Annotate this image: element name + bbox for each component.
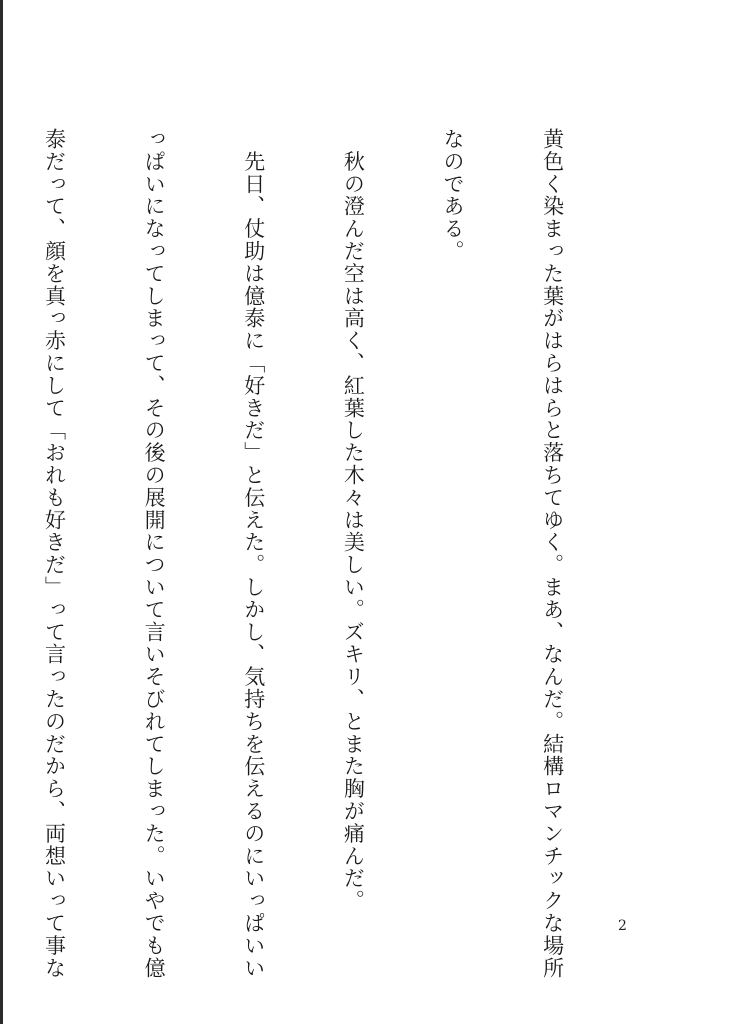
text-line: っぱいになってしまって、その後の展開について言いそびれてしまった。いやでも億	[142, 128, 167, 980]
page-number: 2	[618, 918, 627, 934]
vertical-text-body	[0, 128, 635, 980]
text-line: 先日、仗助は億泰に「好きだ」と伝えた。しかし、気持ちを伝えるのにいっぱいい	[241, 128, 266, 980]
text-line: 黄色く染まった葉がはらはらと落ちてゆく。まあ、なんだ。結構ロマンチックな場所	[540, 128, 565, 980]
text-line: なのである。	[440, 128, 465, 263]
text-line: 秋の澄んだ空は高く、紅葉した木々は美しい。ズキリ、とまた胸が痛んだ。	[341, 128, 366, 912]
text-line: 泰だって、顔を真っ赤にして「おれも好きだ」って言ったのだから、両想いって事な	[42, 128, 67, 980]
